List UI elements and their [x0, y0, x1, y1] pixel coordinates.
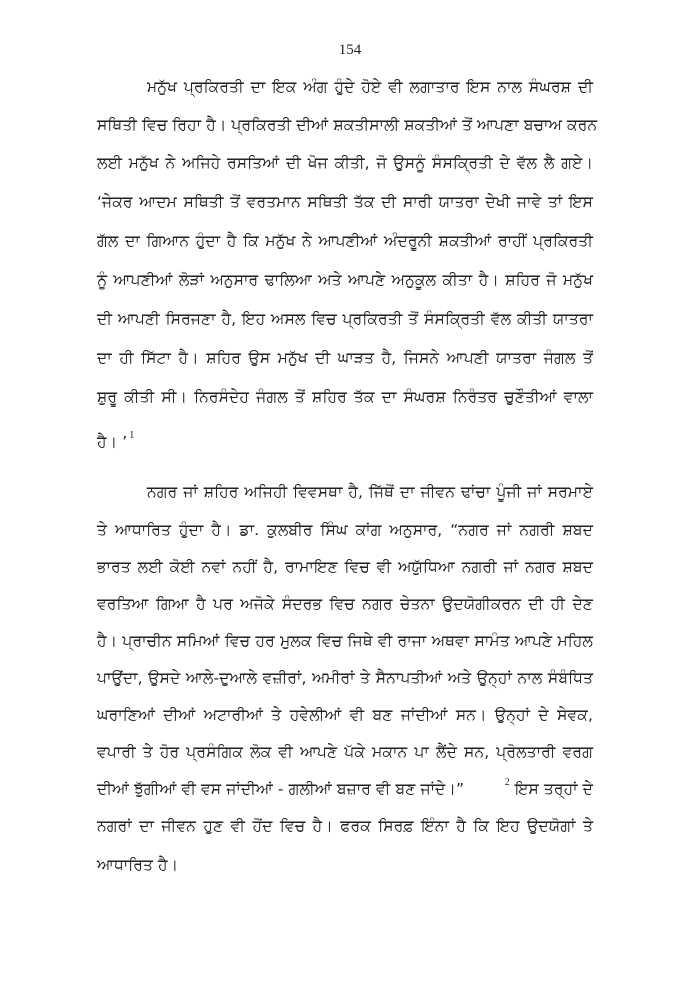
text-line: ਪਾਉਂਦਾ, ਉਸਦੇ ਆਲੇ-ਦੁਆਲੇ ਵਜ਼ੀਰਾਂ, ਅਮੀਰਾਂ ਤੇ ਸੈਨਾਪਤੀਆਂ ਅਤੇ ਉਨ੍ਹਾਂ ਨਾਲ ਸੰਬੰਧਿਤ — [97, 669, 593, 687]
footnote-marker-1[interactable]: 1 — [129, 430, 135, 441]
text-line: ਵਰਤਿਆ ਗਿਆ ਹੈ ਪਰ ਅਜੋਕੇ ਸੰਦਰਭ ਵਿਚ ਨਗਰ ਚੇਤਨਾ ਉਦਯੋਗੀਕਰਨ ਦੀ ਹੀ ਦੇਣ — [97, 595, 593, 613]
text-line: ਆਧਾਰਿਤ ਹੈ। — [97, 856, 179, 874]
text-line: ਹੈ। ਪ੍ਰਾਚੀਨ ਸਮਿਆਂ ਵਿਚ ਹਰ ਮੁਲਕ ਵਿਚ ਜਿਥੇ ਵੀ ਰਾਜਾ ਅਥਵਾ ਸਾਮੰਤ ਆਪਣੇ ਮਹਿਲ — [97, 632, 593, 650]
text-line: ਸ਼ੁਰੂ ਕੀਤੀ ਸੀ। ਨਿਰਸੰਦੇਹ ਜੰਗਲ ਤੋਂ ਸ਼ਹਿਰ ਤੱਕ ਦਾ ਸੰਘਰਸ਼ ਨਿਰੰਤਰ ਚੁਣੌਤੀਆਂ ਵਾਲਾ — [97, 388, 593, 406]
text-line: ਹੈ। ’ $^1$ — [97, 430, 135, 451]
text-line: ਘਰਾਣਿਆਂ ਦੀਆਂ ਅਟਾਰੀਆਂ ਤੇ ਹਵੇਲੀਆਂ ਵੀ ਬਣ ਜਾਂਦੀਆਂ ਸਨ। ਉਨ੍ਹਾਂ ਦੇ ਸੇਵਕ, — [97, 706, 593, 724]
text-line: ਦੀਆਂ ਝੁੱਗੀਆਂ ਵੀ ਵਸ ਜਾਂਦੀਆਂ - ਗਲੀਆਂ ਬਜ਼ਾਰ ਵੀ ਬਣ ਜਾਂਦੇ।” $^2$ ਇਸ ਤਰ੍ਹਾਂ ਦੇ — [97, 777, 593, 798]
page-number: 154 — [338, 42, 362, 58]
text-line: ‘ਜੇਕਰ ਆਦਮ ਸਥਿਤੀ ਤੋਂ ਵਰਤਮਾਨ ਸਥਿਤੀ ਤੱਕ ਦੀ ਸਾਰੀ ਯਾਤਰਾ ਦੇਖੀ ਜਾਵੇ ਤਾਂ ਇਸ — [97, 193, 593, 211]
text-line: ਨਗਰ ਜਾਂ ਸ਼ਹਿਰ ਅਜਿਹੀ ਵਿਵਸਥਾ ਹੈ, ਜਿੱਥੋਂ ਦਾ ਜੀਵਨ ਢਾਂਚਾ ਪੂੰਜੀ ਜਾਂ ਸਰਮਾਏ — [147, 483, 593, 501]
text-line: ਗੱਲ ਦਾ ਗਿਆਨ ਹੁੰਦਾ ਹੈ ਕਿ ਮਨੁੱਖ ਨੇ ਆਪਣੀਆਂ ਅੰਦਰੂਨੀ ਸ਼ਕਤੀਆਂ ਰਾਹੀਂ ਪ੍ਰਕਿਰਤੀ — [97, 232, 593, 250]
text-line: ਨਗਰਾਂ ਦਾ ਜੀਵਨ ਹੁਣ ਵੀ ਹੋਂਦ ਵਿਚ ਹੈ। ਫਰਕ ਸਿਰਫ਼ ਇੰਨਾ ਹੈ ਕਿ ਇਹ ਉਦਯੋਗਾਂ ਤੇ — [97, 817, 593, 835]
text-line: ਦੀ ਆਪਣੀ ਸਿਰਜਣਾ ਹੈ, ਇਹ ਅਸਲ ਵਿਚ ਪ੍ਰਕਿਰਤੀ ਤੋਂ ਸੰਸਕ੍ਰਿਤੀ ਵੱਲ ਕੀਤੀ ਯਾਤਰਾ — [97, 310, 593, 328]
text-line: ਨੂੰ ਆਪਣੀਆਂ ਲੋੜਾਂ ਅਨੁਸਾਰ ਢਾਲਿਆ ਅਤੇ ਆਪਣੇ ਅਨੁਕੂਲ ਕੀਤਾ ਹੈ। ਸ਼ਹਿਰ ਜੋ ਮਨੁੱਖ — [97, 271, 593, 289]
text-line: ਤੇ ਆਧਾਰਿਤ ਹੁੰਦਾ ਹੈ। ਡਾ. ਕੁਲਬੀਰ ਸਿੰਘ ਕਾਂਗ ਅਨੁਸਾਰ, “ਨਗਰ ਜਾਂ ਨਗਰੀ ਸ਼ਬਦ — [97, 521, 593, 539]
text-line: ਮਨੁੱਖ ਪ੍ਰਕਿਰਤੀ ਦਾ ਇਕ ਅੰਗ ਹੁੰਦੇ ਹੋਏ ਵੀ ਲਗਾਤਾਰ ਇਸ ਨਾਲ ਸੰਘਰਸ਼ ਦੀ — [147, 78, 593, 96]
text-line: ਸਥਿਤੀ ਵਿਚ ਰਿਹਾ ਹੈ। ਪ੍ਰਕਿਰਤੀ ਦੀਆਂ ਸ਼ਕਤੀਸਾਲੀ ਸ਼ਕਤੀਆਂ ਤੋਂ ਆਪਣਾ ਬਚਾਅ ਕਰਨ — [97, 116, 598, 134]
text-line: ਭਾਰਤ ਲਈ ਕੋਈ ਨਵਾਂ ਨਹੀਂ ਹੈ, ਰਾਮਾਇਣ ਵਿਚ ਵੀ ਅਯੁੱਧਿਆ ਨਗਰੀ ਜਾਂ ਨਗਰ ਸ਼ਬਦ — [97, 558, 594, 576]
text-line: ਵਪਾਰੀ ਤੇ ਹੋਰ ਪ੍ਰਸੰਗਿਕ ਲੋਕ ਵੀ ਆਪਣੇ ਪੱਕੇ ਮਕਾਨ ਪਾ ਲੈਂਦੇ ਸਨ, ਪ੍ਰੋਲਤਾਰੀ ਵਰਗ — [97, 743, 593, 761]
text-line: ਦਾ ਹੀ ਸਿੱਟਾ ਹੈ। ਸ਼ਹਿਰ ਉਸ ਮਨੁੱਖ ਦੀ ਘਾੜਤ ਹੈ, ਜਿਸਨੇ ਆਪਣੀ ਯਾਤਰਾ ਜੰਗਲ ਤੋਂ — [97, 349, 593, 367]
text-line: ਲਈ ਮਨੁੱਖ ਨੇ ਅਜਿਹੇ ਰਸਤਿਆਂ ਦੀ ਖੋਜ ਕੀਤੀ, ਜੋ ਉਸਨੂੰ ਸੰਸਕ੍ਰਿਤੀ ਦੇ ਵੱਲ ਲੈ ਗਏ। — [97, 154, 593, 172]
footnote-marker-2[interactable]: 2 — [504, 777, 510, 788]
